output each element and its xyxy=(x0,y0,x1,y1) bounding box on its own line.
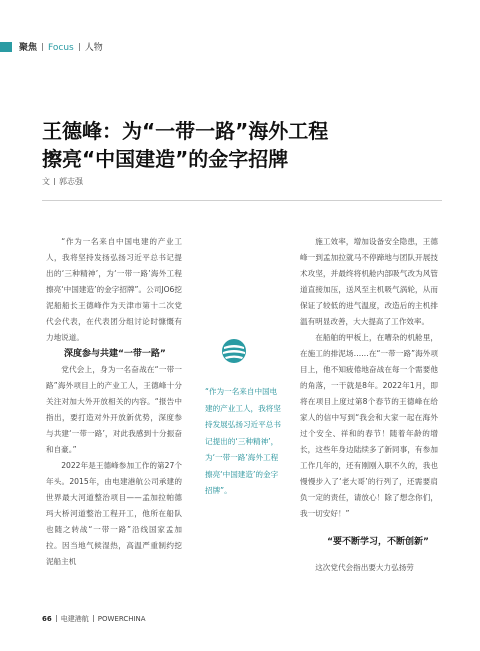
byline xyxy=(42,176,83,187)
byline-prefix: 文 xyxy=(42,177,50,186)
globe-icon xyxy=(221,338,247,364)
section-subhead: “要不断学习，不断创新” xyxy=(327,537,429,547)
page-number: 66 xyxy=(42,615,52,623)
section-header xyxy=(19,40,103,53)
magazine-name: 电建港航 xyxy=(60,615,89,623)
title-line-2: 擦亮“中国建造”的金字招牌 xyxy=(42,147,289,171)
article-title xyxy=(42,117,328,173)
body-column-left xyxy=(46,234,182,570)
section-subhead: 深度参与共建“一带一路” xyxy=(64,349,166,359)
header-divider xyxy=(79,43,80,51)
page-footer xyxy=(42,614,146,624)
body-paragraph: “作为一名来自中国电建的产业工人，我将坚持发扬弘扬习近平总书记提出的‘三种精神’，为‘一带一路’海外工程擦亮‘中国建造’的金字招牌”。公司JO6挖泥船船长王德峰作为天津市第十二次党代会代表，在代表团分组讨论时慷慨有力地说道。 xyxy=(46,237,182,342)
section-label-en: Focus xyxy=(48,43,74,53)
body-column-right xyxy=(300,234,438,576)
footer-divider xyxy=(56,615,57,622)
body-paragraph: 这次党代会指出要大力弘扬劳 xyxy=(315,563,414,572)
body-paragraph: 2022年是王德峰参加工作的第27个年头。2015年，由电建港航公司承建的世界最大河道整治项目——孟加拉帕德玛大桥河道整治工程开工，他所在船队也随之转战“一带一路”沿线国家孟加拉。因当地气候湿热，高温严重制约挖泥船主机 xyxy=(46,461,182,566)
pull-quote-text: “作为一名来自中国电建的产业工人，我将坚持发展弘扬习近平总书记提出的‘三种精神’，为‘一带一路’海外工程擦亮‘中国建造’的金字招牌”。 xyxy=(205,387,281,495)
header-accent-bar xyxy=(0,42,12,52)
magazine-brand: POWERCHINA xyxy=(97,615,146,623)
body-paragraph: 施工效率，增加设备安全隐患，王德峰一到孟加拉就马不停蹄地与团队开展技术攻坚，并最终将机舱内部吸气改为风管道直接加压，送风至主机吸气涡轮，从而保证了较低的进气温度，改造后的主机排温有明显改善，大大提高了工作效率。 xyxy=(300,237,438,326)
pull-quote-block xyxy=(199,338,281,500)
section-sublabel: 人物 xyxy=(84,43,103,53)
body-paragraph: 在船舶的甲板上，在嘈杂的机舱里，在施工的排泥场……在“一带一路”海外项目上，他不知疲倦地奋战在每一个需要他的角落，一干就是8年。2022年1月，即将在项目上度过第8个春节的王德峰在给家人的信中写到“我会和大家一起在海外过个安全、祥和的春节！随着年龄的增长，这些年身边陆续多了新同事，有参加工作几年的，还有刚刚入职不久的，我也慢慢步入了‘老大哥’的行列了，还需要肩负一定的责任，请放心！除了想念你们，我一切安好！” xyxy=(300,333,438,518)
byline-divider xyxy=(54,178,55,185)
title-line-1: 王德峰：为“一带一路”海外工程 xyxy=(42,119,329,143)
title-divider xyxy=(42,200,442,201)
footer-divider xyxy=(93,615,94,622)
header-divider xyxy=(42,43,43,51)
body-paragraph: 党代会上，身为一名奋战在“一带一路”海外项目上的产业工人，王德峰十分关注对加大外开放相关的内容。“报告中指出，要打造对外开放新优势，深度参与共建‘一带一路’，对此我感到十分振奋和自豪。” xyxy=(46,365,182,454)
section-label-cn: 聚焦 xyxy=(19,43,38,53)
author-name: 郭志强 xyxy=(59,177,83,186)
